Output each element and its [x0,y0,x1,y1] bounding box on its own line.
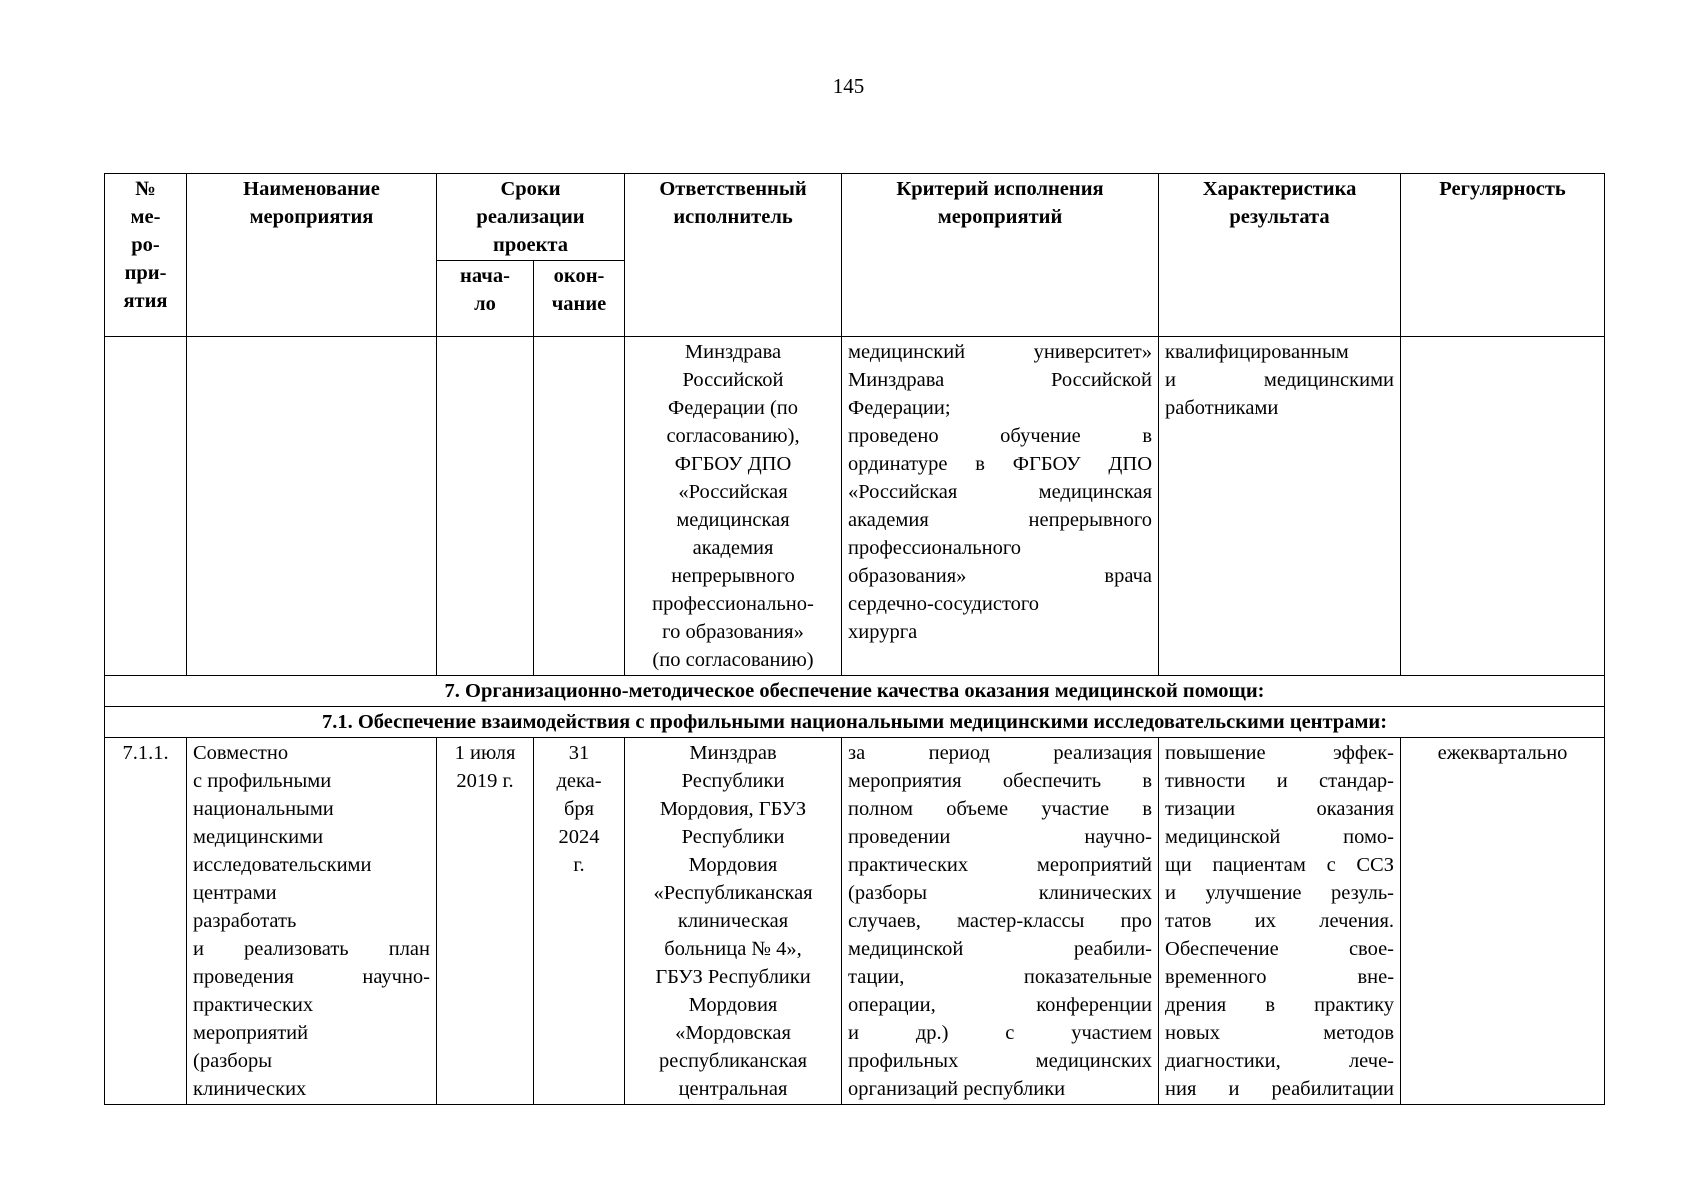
table-row-continued [105,337,1605,676]
page-number: 145 [832,74,865,98]
text-line: ме- [130,206,161,228]
section-7-heading: 7. Организационно-методическое обеспечение качества оказания медицинской помощи: [105,676,1605,707]
text-line: тизации оказания [1165,798,1395,820]
cell-num: 7.1.1. [105,738,187,1105]
text-line: окон- [553,265,605,287]
text-line: центрами [193,882,277,904]
header-regularity: Регулярность [1401,174,1605,337]
text-line: клинических [193,1078,307,1100]
text-line: клиническая [677,910,789,932]
cell-criterion [842,738,1159,1105]
header-end [534,261,625,337]
text-line: непрерывного [671,565,795,587]
text-line: практических [193,994,314,1016]
text-line: Наименование [243,178,380,200]
header-terms [437,174,625,261]
cell-end [534,337,625,676]
text-line: академия непрерывного [848,509,1153,531]
text-line: работниками [1165,397,1279,419]
text-line: Критерий исполнения [896,178,1104,200]
text-line: «Российская [678,481,788,503]
cell-num [105,337,187,676]
text-line: ро- [131,234,160,256]
text-line: № [135,178,156,200]
text-line: Совместно [193,742,289,764]
text-line: дрения в практику [1165,994,1395,1016]
text-line: Республики [681,826,785,848]
text-line: проведении научно- [848,826,1153,848]
text-line: мероприятий [193,1022,309,1044]
text-line: проекта [493,234,568,256]
text-line: сердечно-сосудистого [848,593,1040,615]
text-line: 1 июля [454,742,516,764]
text-line: академия [692,537,774,559]
text-line: профессионального [848,537,1021,559]
cell-name [187,337,437,676]
cell-regularity: ежеквартально [1401,738,1605,1105]
text-line: бря [563,798,595,820]
text-line: проведения научно- [193,966,430,988]
text-line: 31 [568,742,590,764]
text-line: и медицинскими [1165,369,1395,391]
section-7-row [105,676,1605,707]
text-line: Федерации; [848,397,951,419]
cell-executor [625,738,842,1105]
text-line: временного вне- [1165,966,1395,988]
text-line: случаев, мастер-классы про [848,910,1153,932]
text-line: Минздрав [689,742,777,764]
header-executor [625,174,842,337]
header-name [187,174,437,337]
text-line: профильных медицинских [848,1050,1153,1072]
text-line: ординатуре в ФГБОУ ДПО [848,453,1153,475]
text-line: (разборы [193,1050,272,1072]
text-line: ятия [123,290,168,312]
text-line: Обеспечение свое- [1165,938,1395,960]
header-num [105,174,187,337]
text-line: ГБУЗ Республики [655,966,811,988]
text-line: Характеристика [1202,178,1357,200]
text-line: и реализовать план [193,938,430,960]
text-line: исследовательскими [193,854,372,876]
text-line: повышение эффек- [1165,742,1395,764]
text-line: организаций республики [848,1078,1066,1100]
text-line: Мордовия [688,994,778,1016]
text-line: «Республиканская [653,882,813,904]
text-line: щи пациентам с ССЗ [1165,854,1395,876]
text-line: центральная [678,1078,788,1100]
text-line: с профильными [193,770,332,792]
text-line: (по согласованию) [652,649,814,671]
text-line: Мордовия [688,854,778,876]
cell-result [1159,738,1401,1105]
text-line: образования» врача [848,565,1153,587]
text-line: Республики [681,770,785,792]
text-line: проведено обучение в [848,425,1153,447]
text-line: Федерации (по [668,397,799,419]
text-line: медицинскими [193,826,324,848]
cell-name [187,738,437,1105]
text-line: 2019 г. [456,770,514,792]
text-line: медицинский университет» [848,341,1153,363]
text-line: исполнитель [673,206,793,228]
action-plan-table [104,173,1605,1105]
text-line: «Мордовская [675,1022,791,1044]
text-line: мероприятий [937,206,1063,228]
text-line: медицинской помо- [1165,826,1395,848]
text-line: реализации [476,206,585,228]
text-line: Ответственный [659,178,807,200]
text-line: Российской [682,369,784,391]
text-line: диагностики, лече- [1165,1050,1395,1072]
text-line: Сроки [500,178,561,200]
cell-end [534,738,625,1105]
text-line: медицинская [676,509,790,531]
cell-result [1159,337,1401,676]
cell-start [437,337,534,676]
text-line: разработать [193,910,297,932]
text-line: (разборы клинических [848,882,1153,904]
text-line: за период реализация [848,742,1153,764]
text-line: ФГБОУ ДПО [674,453,792,475]
header-row-1 [105,174,1605,261]
text-line: тации, показательные [848,966,1153,988]
text-line: нача- [460,265,510,287]
header-start [437,261,534,337]
cell-criterion [842,337,1159,676]
text-line: г. [573,854,585,876]
text-line: новых методов [1165,1022,1395,1044]
text-line: Мордовия, ГБУЗ [659,798,807,820]
text-line: 2024 [558,826,600,848]
text-line: медицинской реабили- [848,938,1153,960]
text-line: мероприятия [249,206,374,228]
section-7-1-row [105,707,1605,738]
text-line: республиканская [659,1050,808,1072]
text-line: го образования» [662,621,804,643]
text-line: больница № 4», [664,938,802,960]
text-line: практических мероприятий [848,854,1153,876]
text-line: тивности и стандар- [1165,770,1395,792]
table-row-7-1-1 [105,738,1605,1105]
text-line: и др.) с участием [848,1022,1153,1044]
cell-executor [625,337,842,676]
header-criterion [842,174,1159,337]
header-result [1159,174,1401,337]
text-line: чание [551,293,607,315]
text-line: дека- [556,770,602,792]
text-line: полном объеме участие в [848,798,1153,820]
text-line: мероприятия обеспечить в [848,770,1153,792]
text-line: ния и реабилитации [1165,1078,1395,1100]
text-line: профессионально- [652,593,814,615]
section-7-1-heading: 7.1. Обеспечение взаимодействия с профильными национальными медицинскими исследовательскими центрами: [105,707,1605,738]
text-line: операции, конференции [848,994,1153,1016]
cell-start [437,738,534,1105]
text-line: результата [1229,206,1330,228]
text-line: ло [474,293,496,315]
text-line: «Российская медицинская [848,481,1153,503]
text-line: национальными [193,798,334,820]
text-line: согласованию), [666,425,800,447]
text-line: хирурга [848,621,918,643]
cell-regularity [1401,337,1605,676]
text-line: квалифицированным [1165,341,1349,363]
text-line: татов их лечения. [1165,910,1395,932]
text-line: и улучшение резуль- [1165,882,1395,904]
text-line: Минздрава Российской [848,369,1153,391]
text-line: Минздрава [684,341,782,363]
text-line: при- [124,262,167,284]
